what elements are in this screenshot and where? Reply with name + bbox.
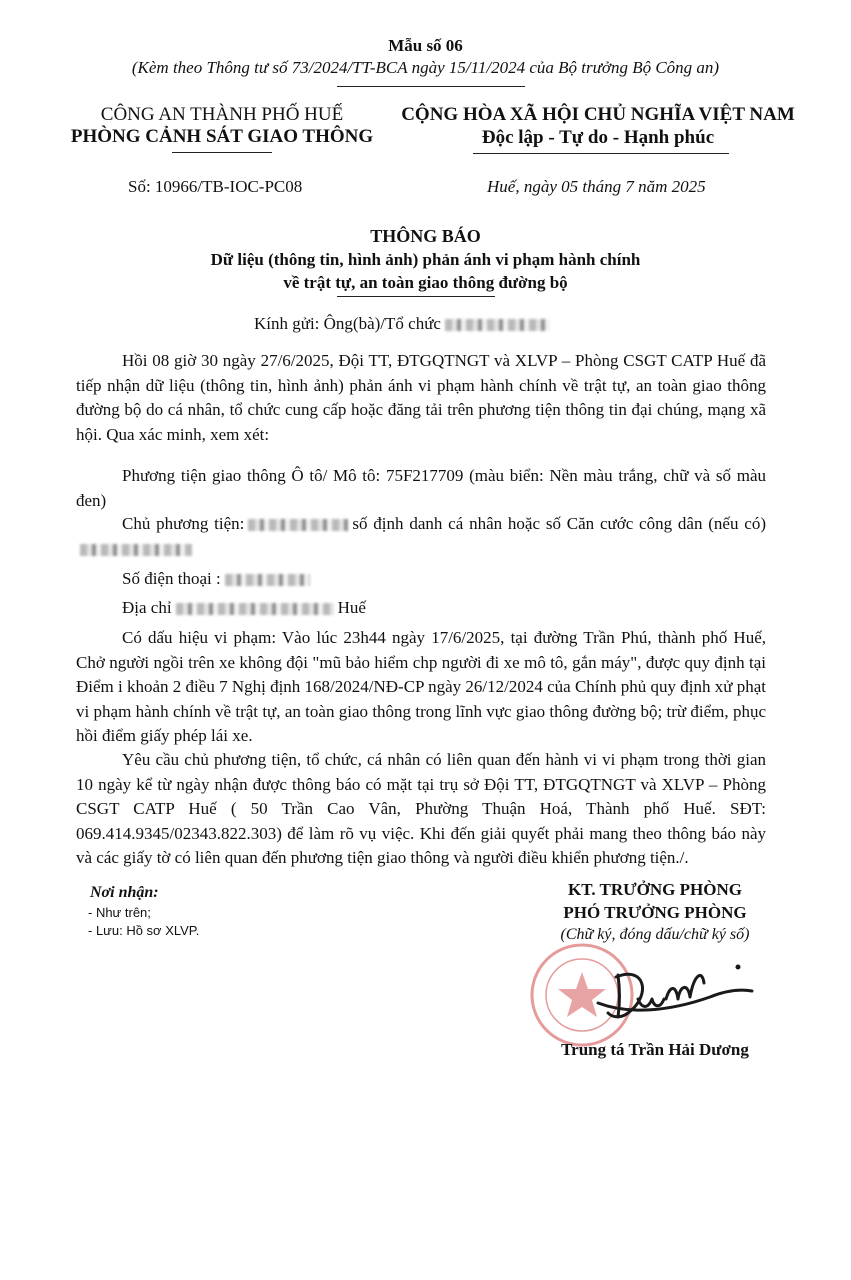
top-divider — [337, 86, 525, 87]
receiver-item: - Lưu: Hồ sơ XLVP. — [88, 923, 200, 938]
phone-paragraph — [76, 567, 766, 592]
signature-note: (Chữ ký, đóng dấu/chữ ký số) — [560, 926, 750, 943]
handwritten-signature-icon — [590, 955, 760, 1025]
document-number: Số: 10966/TB-IOC-PC08 — [128, 177, 303, 196]
agency-parent: CÔNG AN THÀNH PHỐ HUẾ — [100, 104, 344, 125]
redacted-recipient — [445, 319, 550, 331]
document-subtitle-2: về trật tự, an toàn giao thông đường bộ — [283, 273, 568, 292]
form-number: Mẫu số 06 — [388, 36, 463, 55]
place-date: Huế, ngày 05 tháng 7 năm 2025 — [487, 177, 706, 196]
document-subtitle-1: Dữ liệu (thông tin, hình ảnh) phản ánh vi phạm hành chính — [210, 250, 641, 269]
violation-paragraph: Có dấu hiệu vi phạm: Vào lúc 23h44 ngày 17/6/2025, tại đường Trần Phú, thành phố Huế, Chở người ngồi trên xe không đội "mũ bảo hiểm chp người đi xe mô tô, gắn máy", được quy định tại Điểm i khoản 2 điều 7 Nghị định 168/2024/NĐ-CP ngày 26/12/2024 của Chính phủ quy định xử phạt vi phạm hành chính về trật tự, an toàn giao thông trong lĩnh vực giao thông đường bộ; trừ điểm, phục hồi điểm giấy phép lái xe. — [76, 628, 766, 745]
owner-label: Chủ phương tiện: — [122, 514, 245, 533]
nation-motto: Độc lập - Tự do - Hạnh phúc — [481, 127, 715, 148]
receivers-title: Nơi nhận: — [90, 884, 159, 901]
agency-name: PHÒNG CẢNH SÁT GIAO THÔNG — [70, 126, 374, 147]
redacted-owner — [248, 519, 348, 531]
agency-underline — [172, 152, 272, 153]
intro-paragraph: Hồi 08 giờ 30 ngày 27/6/2025, Đội TT, ĐTGQTNGT và XLVP – Phòng CSGT CATP Huế đã tiếp nhận dữ liệu (thông tin, hình ảnh) phản ánh vi phạm hành chính về trật tự, an toàn giao thông đường bộ do cá nhân, tổ chức cung cấp hoặc đăng tải trên phương tiện thông tin đại chúng, mạng xã hội. Qua xác minh, xem xét: — [76, 351, 766, 444]
redacted-phone — [225, 574, 310, 586]
redacted-id — [80, 544, 192, 556]
owner-paragraph — [76, 512, 766, 561]
motto-underline — [473, 153, 729, 154]
address-city: Huế — [337, 598, 366, 617]
vehicle-paragraph: Phương tiện giao thông Ô tô/ Mô tô: 75F217709 (màu biển: Nền màu trắng, chữ và số màu đen) — [76, 466, 766, 510]
signature-title-2: PHÓ TRƯỞNG PHÒNG — [563, 903, 747, 922]
signer-name: Trung tá Trần Hải Dương — [561, 1040, 749, 1059]
document-title: THÔNG BÁO — [370, 226, 481, 246]
form-reference: (Kèm theo Thông tư số 73/2024/TT-BCA ngày 15/11/2024 của Bộ trưởng Bộ Công an) — [131, 58, 720, 77]
address-paragraph — [76, 596, 766, 621]
title-underline — [337, 296, 495, 297]
phone-label: Số điện thoại : — [122, 569, 221, 588]
request-paragraph: Yêu cầu chủ phương tiện, tổ chức, cá nhân có liên quan đến hành vi vi phạm trong thời gian 10 ngày kể từ ngày nhận được thông báo có mặt tại trụ sở Đội TT, ĐTGQTNGT và XLVP – Phòng CSGT CATP Huế ( 50 Trần Cao Vân, Phường Thuận Hoá, Thành phố Huế. SĐT: 069.414.9345/02343.822.303) để làm rõ vụ việc. Khi đến giải quyết phải mang theo thông báo này và các giấy tờ có liên quan đến phương tiện giao thông và người điều khiển phương tiện./. — [76, 750, 766, 867]
redacted-address — [176, 603, 334, 615]
owner-id-text: số định danh cá nhân hoặc số Căn cước công dân (nếu có) — [352, 514, 766, 533]
receiver-item: - Như trên; — [88, 905, 151, 920]
signature-title-1: KT. TRƯỞNG PHÒNG — [568, 880, 742, 899]
recipient-label: Kính gửi: Ông(bà)/Tổ chức — [254, 314, 441, 333]
address-label: Địa chỉ — [122, 598, 172, 617]
recipient-line — [254, 314, 554, 334]
nation-name: CỘNG HÒA XÃ HỘI CHỦ NGHĨA VIỆT NAM — [401, 104, 795, 125]
